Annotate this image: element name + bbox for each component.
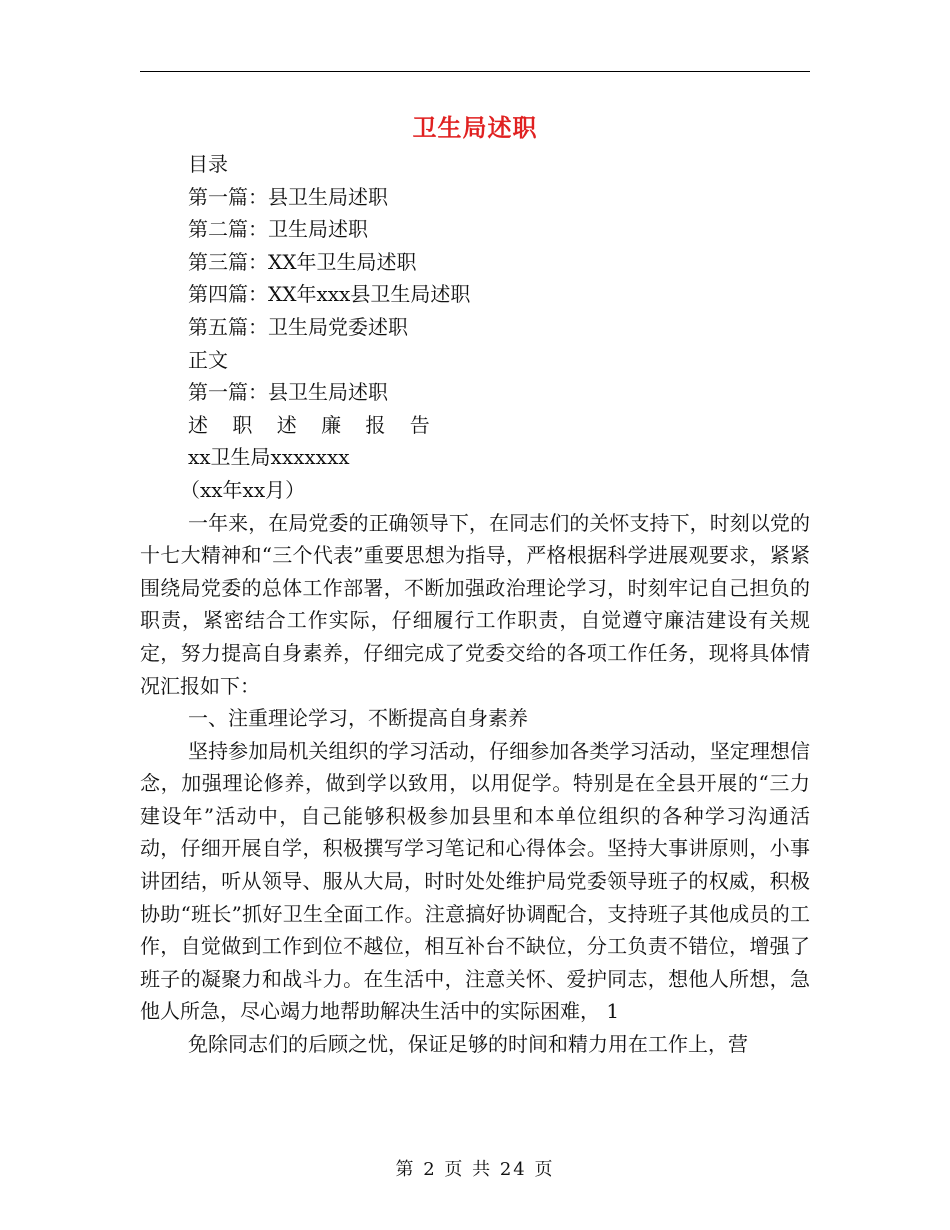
document-title: 卫生局述职 xyxy=(412,113,538,142)
report-author: xx卫生局xxxxxxx xyxy=(188,445,350,470)
toc-heading: 目录 xyxy=(188,152,228,176)
toc-item: 第五篇：卫生局党委述职 xyxy=(188,314,408,339)
toc-item: 第一篇：县卫生局述职 xyxy=(188,184,388,209)
toc-item: 第四篇：XX年xxx县卫生局述职 xyxy=(188,282,471,307)
body-heading: 正文 xyxy=(188,347,228,372)
section-heading: 一、注重理论学习，不断提高自身素养 xyxy=(188,706,528,731)
header-rule xyxy=(140,71,810,72)
paragraph-study: 坚持参加局机关组织的学习活动，仔细参加各类学习活动，坚定理想信念，加强理论修养，做到学以致用，以用促学。特别是在全县开展的“三力建设年”活动中，自己能够积极参加县里和本单位组织的各种学习沟通活动，仔细开展自学，积极撰写学习笔记和心得体会。坚持大事讲原则，小事讲团结，听从领导、服从大局，时时处处维护局党委领导班子的权威，积极协助“班长”抓好卫生全面工作。注意搞好协调配合，支持班子其他成员的工作，自觉做到工作到位不越位，相互补台不缺位，分工负责不错位，增强了班子的凝聚力和战斗力。在生活中，注意关怀、爱护同志，想他人所想，急他人所急，尽心竭力地帮助解决生活中的实际困难， 1 xyxy=(140,738,810,1024)
toc-item: 第二篇：卫生局述职 xyxy=(188,217,368,242)
report-date: （xx年xx月） xyxy=(180,477,306,502)
toc-item: 第三篇：XX年卫生局述职 xyxy=(188,249,417,274)
page-footer: 第 2 页 共 24 页 xyxy=(395,1159,555,1180)
document-body xyxy=(140,148,810,1061)
paragraph-intro: 一年来，在局党委的正确领导下，在同志们的关怀支持下，时刻以党的十七大精神和“三个代表”重要思想为指导，严格根据科学进展观要求，紧紧围绕局党委的总体工作部署，不断加强政治理论学习，时刻牢记自己担负的职责，紧密结合工作实际，仔细履行工作职责，自觉遵守廉洁建设有关规定，努力提高自身素养，仔细完成了党委交给的各项工作任务，现将具体情况汇报如下： xyxy=(140,510,810,698)
report-title: 述 职 述 廉 报 告 xyxy=(188,412,439,437)
paragraph-continued: 免除同志们的后顾之忧，保证足够的时间和精力用在工作上，营 xyxy=(188,1032,748,1057)
chapter-title: 第一篇：县卫生局述职 xyxy=(188,380,388,405)
